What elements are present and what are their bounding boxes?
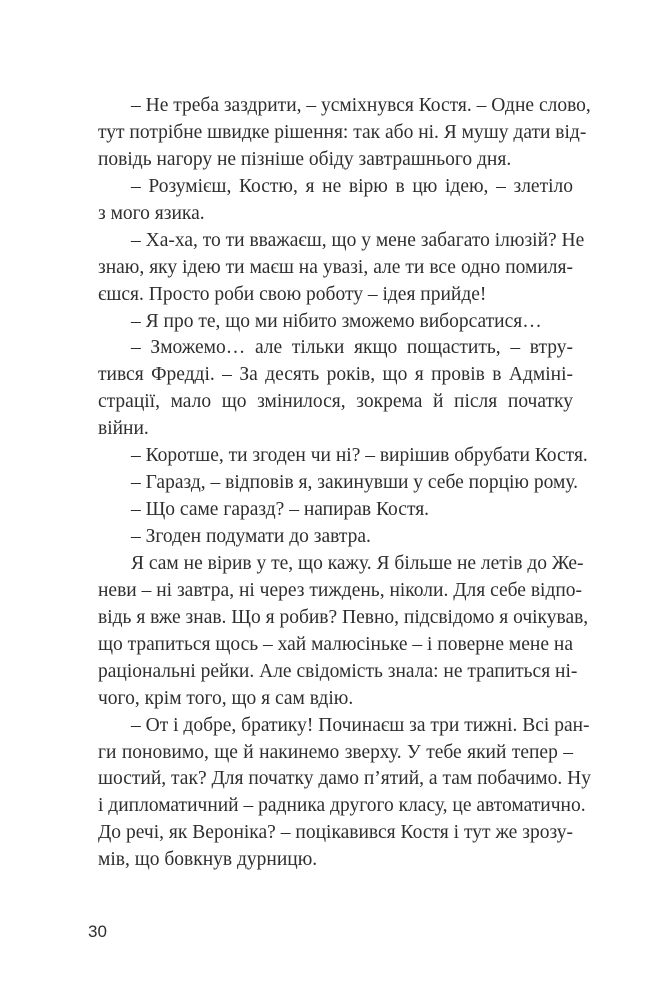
text-line: – Розумієш, Костю, я не вірю в цю ідею, – злетіло <box>131 175 573 197</box>
paragraph <box>98 93 591 174</box>
text-line: тут потрібне швидке рішення: так або ні. Я мушу дати від- <box>98 121 587 143</box>
text-line: – Гаразд, – відповів я, закинувши у себе порцію рому. <box>131 472 579 494</box>
text-line: ги поновимо, ще й накинемо зверху. У тебе який тепер – <box>98 741 573 763</box>
paragraph <box>98 497 573 524</box>
paragraph <box>98 335 573 443</box>
text-line: що трапиться щось – хай малюсіньке – і поверне мене на <box>98 633 573 655</box>
paragraph <box>98 713 591 875</box>
text-line: – Що саме гаразд? – напирав Костя. <box>131 499 430 521</box>
text-line: – Ха-ха, то ти вважаєш, що у мене забагато ілюзій? Не <box>131 229 585 251</box>
text-line: війни. <box>98 418 149 440</box>
paragraph <box>98 443 588 470</box>
text-line: відь я вже знав. Що я робив? Певно, підсвідомо я очікував, <box>98 606 589 628</box>
text-line: – Коротше, ти згоден чи ні? – вирішив обрубати Костя. <box>131 445 588 467</box>
paragraph <box>98 174 573 228</box>
paragraph <box>98 470 579 497</box>
text-line: Я сам не вірив у те, що кажу. Я більше не летів до Же- <box>131 552 584 574</box>
text-line: і дипломатичний – радника другого класу, це автоматично. <box>98 795 586 817</box>
text-line: знаю, яку ідею ти маєш на увазі, але ти все одно помиля- <box>98 256 573 278</box>
text-line: – Зможемо… але тільки якщо пощастить, – втру- <box>131 337 573 359</box>
text-line: – От і добре, братику! Починаєш за три тижні. Всі ран- <box>131 714 590 736</box>
paragraph <box>98 551 589 713</box>
page-number: 30 <box>88 922 107 941</box>
page-body <box>98 93 591 874</box>
text-line: мів, що бовкнув дурницю. <box>98 849 318 871</box>
text-line: страції, мало що змінилося, зокрема й після початку <box>98 391 573 413</box>
text-line: тився Фредді. – За десять років, що я провів в Адміні- <box>98 364 573 386</box>
paragraph <box>98 524 573 551</box>
text-line: з мого язика. <box>98 202 205 224</box>
text-line: повідь нагору не пізніше обіду завтрашнього дня. <box>98 148 512 170</box>
text-line: шостий, так? Для початку дамо п’ятий, а там побачимо. Ну <box>98 768 591 790</box>
text-line: До речі, як Вероніка? – поцікавився Костя і тут же зрозу- <box>98 822 573 844</box>
text-line: раціональні рейки. Але свідомість знала: не трапиться ні- <box>98 660 578 682</box>
text-line: – Не треба заздрити, – усміхнувся Костя. – Одне слово, <box>131 95 591 116</box>
text-line: – Я про те, що ми нібито зможемо виборсатися… <box>131 310 542 332</box>
text-line: неви – ні завтра, ні через тиждень, ніколи. Для себе відпо- <box>98 579 583 601</box>
text-line: чого, крім того, що я сам вдію. <box>98 687 354 709</box>
paragraph <box>98 228 585 309</box>
text-line: єшся. Просто роби свою роботу – ідея прийде! <box>98 283 487 305</box>
paragraph <box>98 309 573 336</box>
text-line: – Згоден подумати до завтра. <box>131 526 371 547</box>
